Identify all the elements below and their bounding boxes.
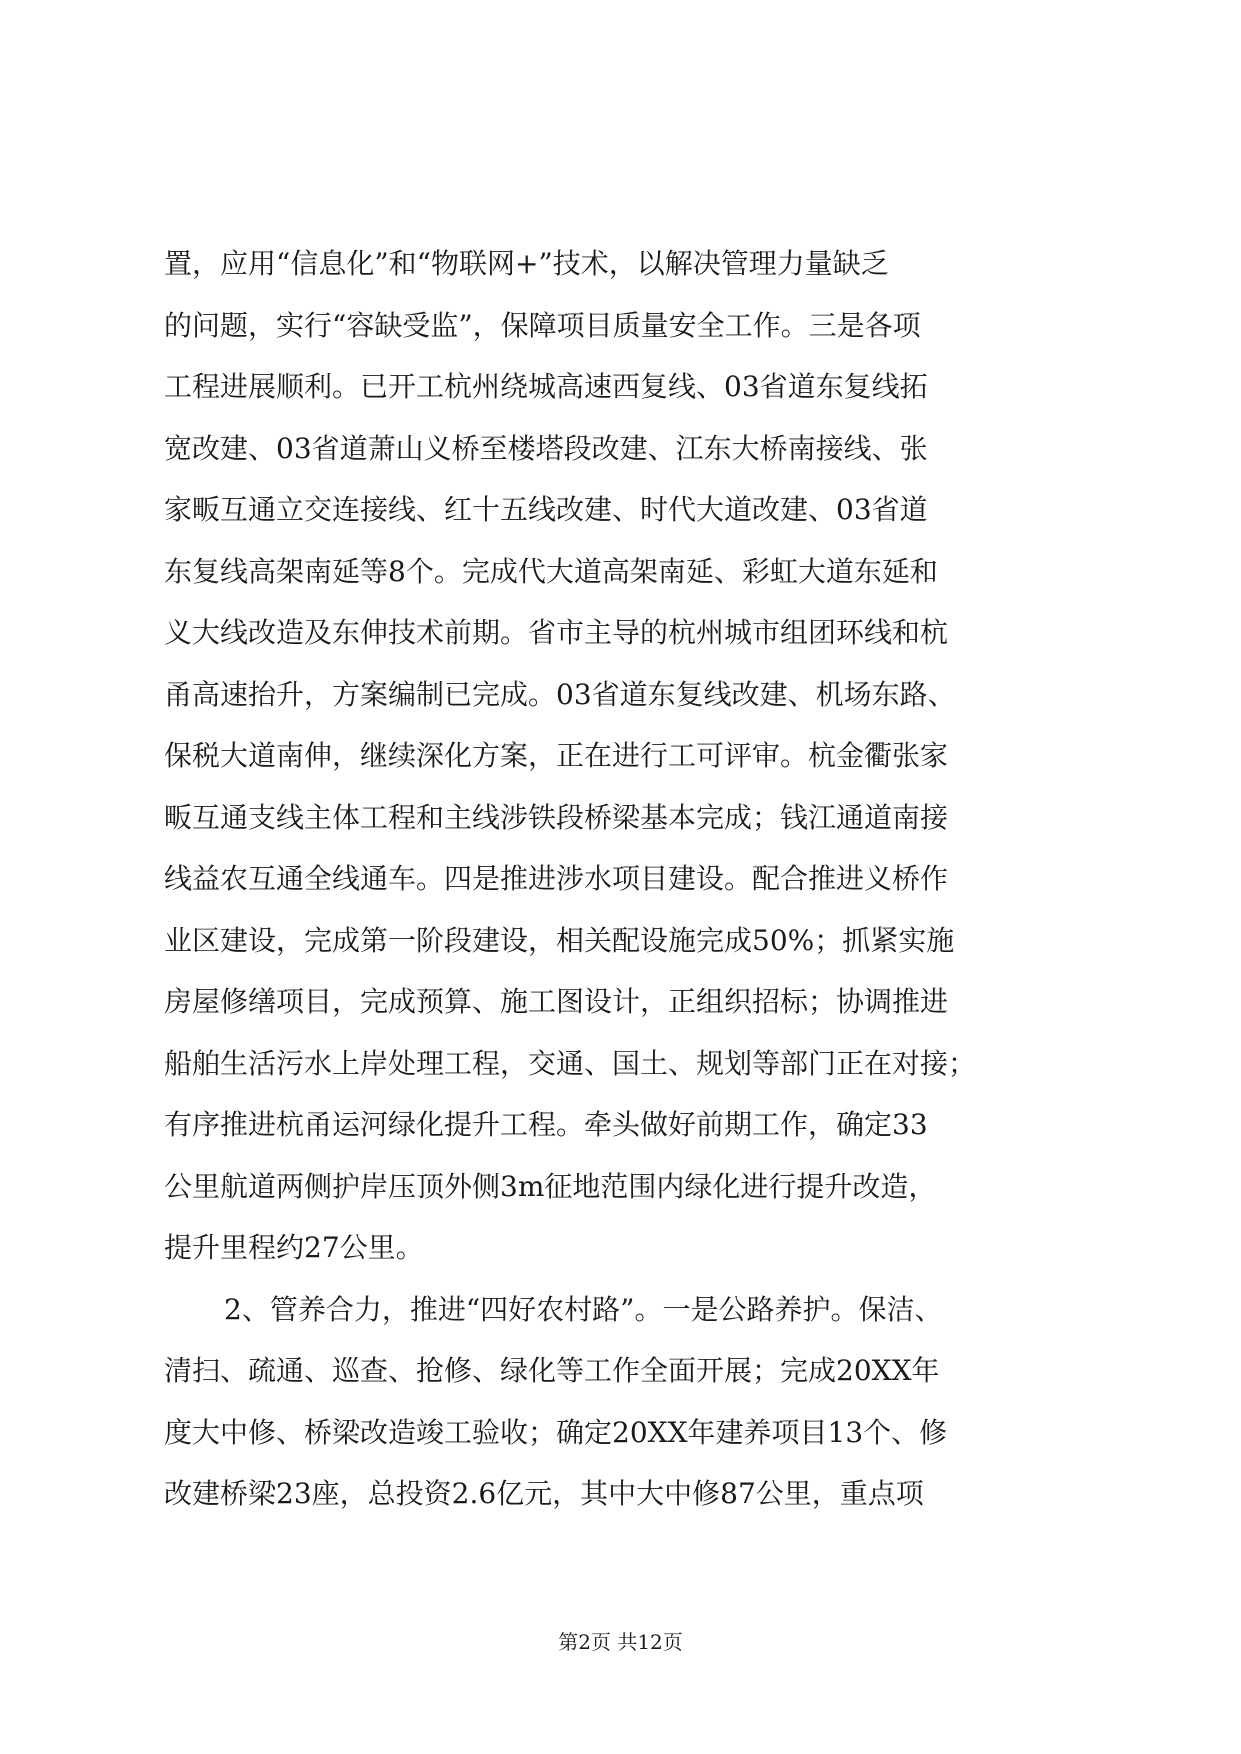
text-line: 房屋修缮项目，完成预算、施工图设计，正组织招标；协调推进	[164, 985, 949, 1018]
text-line: 工程进展顺利。已开工杭州绕城高速西复线、03省道东复线拓	[164, 370, 928, 403]
text-line: 有序推进杭甬运河绿化提升工程。牵头做好前期工作，确定33	[164, 1108, 928, 1141]
text-line: 清扫、疏通、巡查、抢修、绿化等工作全面开展；完成20XX年	[164, 1354, 940, 1387]
text-line: 公里航道两侧护岸压顶外侧3m征地范围内绿化进行提升改造，	[164, 1169, 937, 1203]
text-line: 业区建设，完成第一阶段建设，相关配设施完成50%；抓紧实施	[164, 923, 955, 957]
text-line: 保税大道南伸，继续深化方案，正在进行工可评审。杭金衢张家	[164, 739, 949, 772]
text-line: 宽改建、03省道萧山义桥至楼塔段改建、江东大桥南接线、张	[164, 431, 928, 465]
text-line: 畈互通支线主体工程和主线涉铁段桥梁基本完成；钱江通道南接	[164, 800, 949, 834]
text-line: 的问题，实行“容缺受监”，保障项目质量安全工作。三是各项	[164, 308, 921, 342]
text-line: 提升里程约27公里。	[164, 1231, 424, 1264]
page-number-footer: 第2页 共12页	[558, 1630, 683, 1654]
text-line: 东复线高架南延等8个。完成代大道高架南延、彩虹大道东延和	[164, 554, 938, 588]
text-line: 改建桥梁23座，总投资2.6亿元，其中大中修87公里，重点项	[164, 1477, 924, 1510]
text-line: 置，应用“信息化”和“物联网+”技术，以解决管理力量缺乏	[164, 247, 889, 280]
paragraph-start-line: 2、管养合力，推进“四好农村路”。一是公路养护。保洁、	[224, 1292, 943, 1326]
text-line: 义大线改造及东伸技术前期。省市主导的杭州城市组团环线和杭	[164, 616, 949, 649]
text-line: 家畈互通立交连接线、红十五线改建、时代大道改建、03省道	[164, 493, 928, 526]
text-line: 船舶生活污水上岸处理工程，交通、国土、规划等部门正在对接；	[164, 1046, 977, 1080]
text-line: 度大中修、桥梁改造竣工验收；确定20XX年建养项目13个、修	[164, 1415, 948, 1449]
body-text	[164, 233, 1084, 1525]
text-line: 甬高速抬升，方案编制已完成。03省道东复线改建、机场东路、	[164, 677, 956, 711]
text-line: 线益农互通全线通车。四是推进涉水项目建设。配合推进义桥作	[164, 862, 949, 895]
